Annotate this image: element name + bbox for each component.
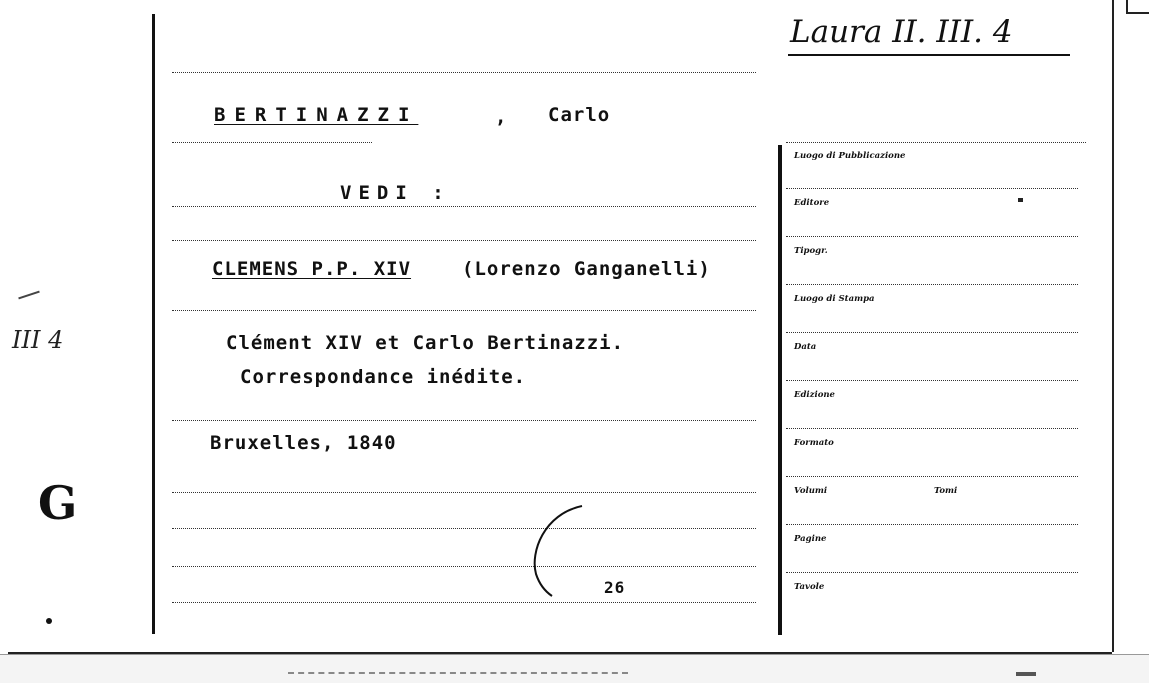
field-label-tavole: Tavole [794, 582, 825, 592]
scan-noise [1016, 672, 1036, 676]
form-rule [786, 142, 1086, 143]
field-label-editore: Editore [794, 198, 830, 208]
form-rule [786, 380, 1078, 381]
left-margin-line [152, 14, 155, 634]
main-entry-forename: Carlo [548, 104, 611, 126]
title-line-1: Clément XIV et Carlo Bertinazzi. [226, 332, 625, 354]
form-rule [786, 236, 1078, 237]
see-heading-note: (Lorenzo Ganganelli) [462, 258, 711, 280]
rule-line [172, 492, 756, 493]
form-rule [786, 476, 1078, 477]
margin-mark [18, 291, 40, 300]
form-rule [786, 428, 1078, 429]
rule-line [172, 142, 372, 143]
field-label-tipografo: Tipogr. [794, 246, 828, 256]
field-label-volumi: Volumi [794, 486, 828, 496]
title-line-2: Correspondance inédite. [240, 366, 527, 388]
rule-line [172, 602, 756, 603]
shelfmark: Laura II. III. 4 [790, 14, 1013, 50]
field-label-formato: Formato [794, 438, 834, 448]
field-label-luogo-stampa: Luogo di Stampa [794, 294, 875, 304]
rule-line [172, 240, 756, 241]
scan-noise [288, 672, 628, 676]
see-label: VEDI : [340, 182, 451, 204]
rule-line [172, 528, 756, 529]
imprint: Bruxelles, 1840 [210, 432, 397, 454]
margin-shelfmark: III 4 [12, 326, 64, 354]
margin-letter: G [38, 476, 78, 530]
rule-line [172, 420, 756, 421]
field-label-luogo-pubblicazione: Luogo di Pubblicazione [794, 151, 906, 161]
scan-bottom-strip [0, 654, 1149, 683]
form-rule [786, 188, 1078, 189]
form-column-line [778, 145, 782, 635]
right-corner-mark-2 [1126, 12, 1149, 14]
field-label-data: Data [794, 342, 817, 352]
main-entry-surname: BERTINAZZI [214, 104, 419, 126]
speck [1018, 198, 1023, 202]
rule-line [172, 206, 756, 207]
see-heading: CLEMENS P.P. XIV [212, 258, 412, 280]
rule-line [172, 310, 756, 311]
field-label-edizione: Edizione [794, 390, 835, 400]
main-entry-separator: , [495, 106, 508, 128]
form-rule [786, 572, 1078, 573]
rule-line [172, 72, 756, 73]
form-rule [786, 524, 1078, 525]
margin-dot [46, 618, 52, 624]
card-right-edge [1112, 0, 1114, 652]
form-rule [786, 284, 1078, 285]
form-rule [786, 332, 1078, 333]
field-label-tomi: Tomi [934, 486, 958, 496]
shelfmark-underline [788, 54, 1070, 56]
stamp-arc [522, 504, 602, 604]
stamp-fragment: 26 [604, 578, 626, 597]
rule-line [172, 566, 756, 567]
field-label-pagine: Pagine [794, 534, 827, 544]
